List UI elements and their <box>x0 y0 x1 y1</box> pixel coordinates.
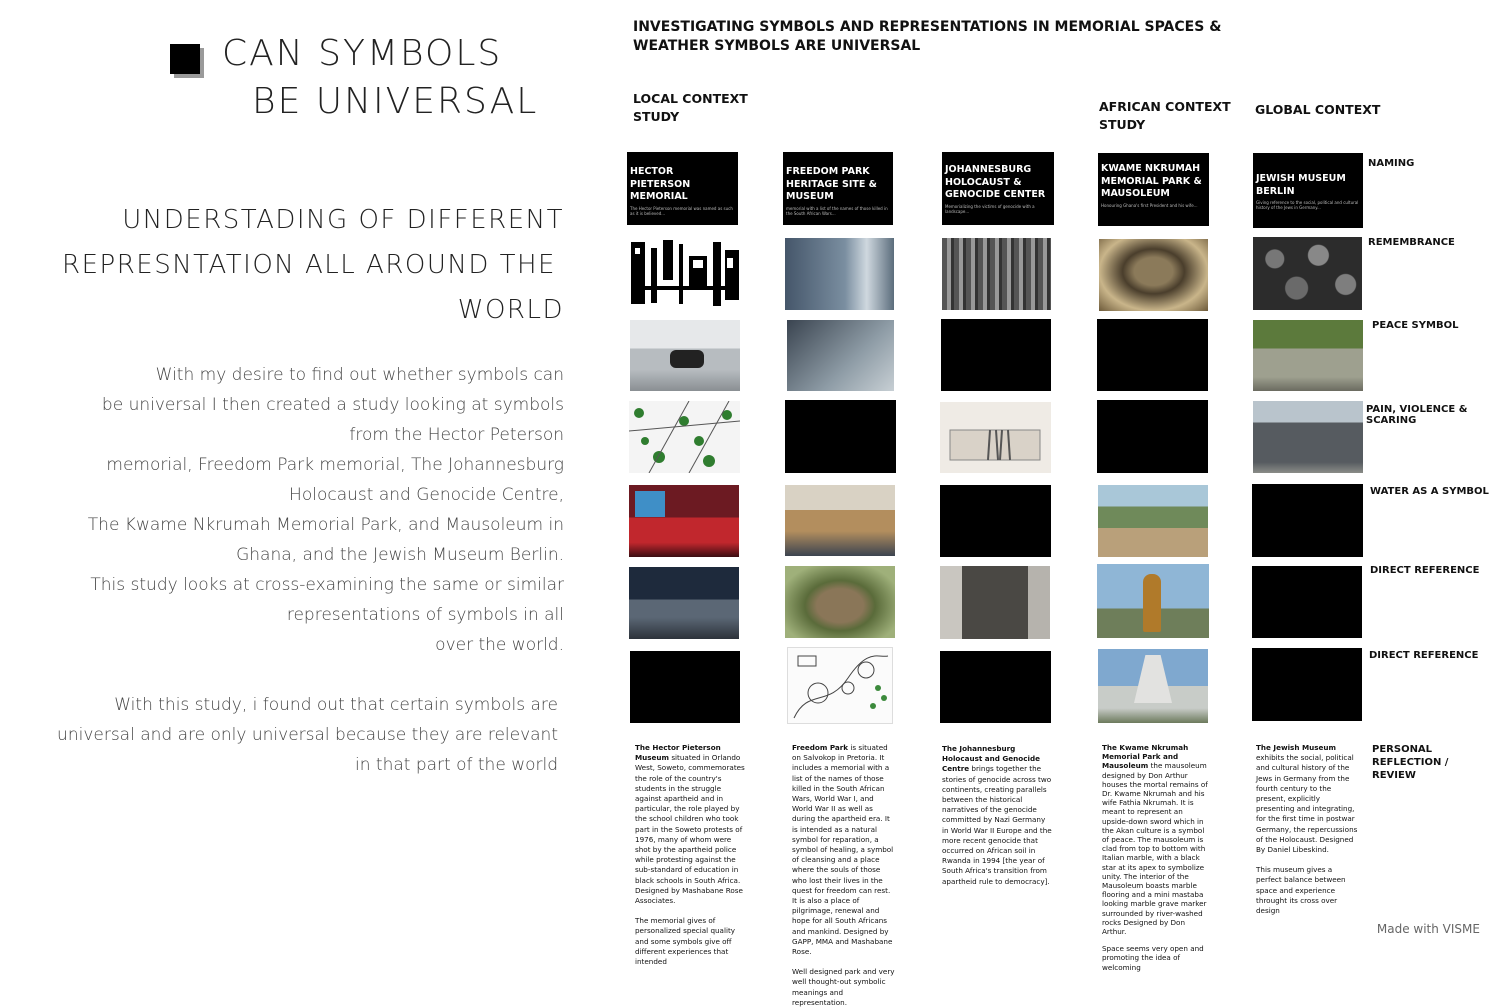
row-label-direct-reference: DIRECT REFERENCE <box>1369 650 1479 661</box>
column-title-text: FREEDOM PARK HERITAGE SITE & MUSEUM <box>786 166 877 202</box>
row-label-naming: NAMING <box>1368 158 1415 169</box>
image-placeholder <box>941 319 1051 391</box>
column-title-hector-pieterson <box>627 152 738 225</box>
paragraph-line: representations of symbols in all <box>286 605 564 625</box>
image-freedom-peace <box>787 320 894 391</box>
image-placeholder <box>1252 648 1362 721</box>
image-hector-water <box>629 485 739 557</box>
paragraph-line: Ghana, and the Jewish Museum Berlin. <box>236 545 564 565</box>
description-title: The Hector Pieterson Museum <box>635 743 721 763</box>
image-placeholder <box>630 651 740 723</box>
row-label-pain-violence: PAIN, VIOLENCE & SCARING <box>1366 404 1468 426</box>
image-hector-peace <box>630 320 740 391</box>
description-text: exhibits the social, political and cultural history of the Jews in Germany from the fourth century to the present, explicitly presenting and integrating, for the first time in postwar Germany, the repercussions of the Holocaust. Designed By Daniel Libeskind. <box>1256 753 1358 855</box>
statue-shape <box>1143 574 1161 632</box>
image-holocaust-pain <box>940 402 1051 473</box>
description-text: situated in Orlando West, Soweto, commemorates the role of the country's students in the struggle against apartheid and in particular, the role played by the school children who took part in the Soweto protests of 1976, many of whom were shot by the apartheid police while protesting against the sub-standard of education in black schools in South Africa. Designed by Mashabane Rose Associates. <box>635 753 745 906</box>
paragraph-line: With my desire to find out whether symbols can <box>155 365 564 385</box>
image-jewish-peace <box>1253 320 1363 391</box>
context-line: LOCAL CONTEXT <box>633 91 748 106</box>
page-title <box>222 30 542 126</box>
description-title: The Kwame Nkrumah Memorial Park and Mausoleum <box>1102 743 1189 771</box>
image-placeholder <box>1097 319 1208 391</box>
image-placeholder <box>1252 484 1363 557</box>
row-label-water: WATER AS A SYMBOL <box>1370 486 1489 497</box>
paragraph-line: from the Hector Peterson <box>349 425 564 445</box>
subtitle-line: REPRESNTATION ALL AROUND THE <box>62 250 556 280</box>
african-context-label <box>1099 98 1231 134</box>
description-text: is situated on Salvokop in Pretoria. It includes a memorial with a list of the names of those killed in the South African Wars, World War I, and World War II as well as during the apartheid era. It is intended as a natural symbol for reparation, a symbol of healing, a symbol of cleansing and a place where the souls of those who lost their lives in the quest for freedom can rest. It is also a place of pilgrimage, renewal and hope for all South Africans and mankind. Designed by GAPP, MMA and Mashabane Rose. <box>792 743 894 957</box>
image-jewish-remembrance <box>1253 237 1362 310</box>
image-placeholder <box>940 651 1051 723</box>
image-holocaust-remembrance <box>942 238 1051 310</box>
description-title: The Johannesburg Holocaust and Genocide Centre <box>942 744 1040 774</box>
column-title-note: The Hector Pieterson memorial was named as such as it is believed... <box>630 205 733 216</box>
column-title-text: HECTOR PIETERSON MEMORIAL <box>630 166 691 202</box>
column-title-note: memorial with a list of the names of those killed in the South African Wars... <box>786 205 888 216</box>
image-jewish-pain <box>1253 401 1363 473</box>
local-context-label <box>633 90 748 126</box>
column-title-johannesburg-holocaust <box>942 152 1054 225</box>
made-with-credit[interactable]: Made with VISME <box>1376 922 1480 936</box>
image-holocaust-direct <box>940 566 1050 639</box>
row-label-remembrance: REMEMBRANCE <box>1368 237 1455 248</box>
image-hector-remembrance <box>629 238 740 311</box>
column-title-text: JOHANNESBURG HOLOCAUST & GENOCIDE CENTER <box>945 164 1046 200</box>
image-placeholder <box>940 485 1051 557</box>
column-title-kwame-nkrumah <box>1098 153 1209 226</box>
site-plan-image <box>629 401 740 473</box>
description-freedom <box>792 743 896 1008</box>
image-kwame-mausoleum <box>1098 649 1208 723</box>
study-heading <box>633 18 1221 56</box>
paragraph-line: The Kwame Nkrumah Memorial Park, and Mausoleum in <box>87 515 564 535</box>
screen-shape <box>635 491 665 517</box>
elevation-drawing <box>940 402 1051 473</box>
global-context-label <box>1255 101 1380 119</box>
image-kwame-water <box>1098 485 1208 557</box>
paragraph-line: With this study, i found out that certain symbols are <box>114 695 558 715</box>
column-title-text: KWAME NKRUMAH MEMORIAL PARK & MAUSOLEUM <box>1101 163 1202 199</box>
image-kwame-remembrance <box>1099 239 1208 311</box>
column-title-note: Honouring Ghana's first President and his wife... <box>1101 202 1198 208</box>
description-jewish <box>1256 743 1360 916</box>
image-freedom-remembrance <box>785 238 894 310</box>
column-title-text: JEWISH MUSEUM BERLIN <box>1256 173 1346 197</box>
image-freedom-water <box>785 485 895 556</box>
description-title: The Jewish Museum <box>1256 743 1336 752</box>
subtitle <box>30 198 564 333</box>
subtitle-line: UNDERSTADING OF DIFFERENT <box>122 205 564 235</box>
column-title-jewish-museum <box>1253 153 1363 228</box>
column-title-note: Giving reference to the social, political and cultural history of the Jews in Germany... <box>1256 200 1359 210</box>
paragraph-line: in that part of the world <box>355 755 558 775</box>
image-placeholder <box>1097 400 1208 473</box>
context-line: GLOBAL CONTEXT <box>1255 102 1381 117</box>
car-shape <box>670 350 704 368</box>
paragraph-line: This study looks at cross-examining the same or similar <box>90 575 564 595</box>
context-line: AFRICAN CONTEXT <box>1099 99 1231 114</box>
description-extra: The memorial gives of personalized special quality and some symbols give off different experiences that intended <box>635 916 736 967</box>
description-holocaust <box>942 744 1052 887</box>
conclusion-paragraph <box>38 690 558 780</box>
column-title-note: Memorializing the victims of genocide with a landscape... <box>945 203 1035 214</box>
heading-line-1: INVESTIGATING SYMBOLS AND REPRESENTATIONS IN MEMORIAL SPACES & <box>633 19 1222 35</box>
paragraph-line: universal and are only universal because they are relevant <box>57 725 558 745</box>
image-kwame-direct <box>1097 564 1209 638</box>
subtitle-line: WORLD <box>457 295 564 325</box>
title-line-2: BE UNIVERSAL <box>252 81 539 122</box>
image-placeholder <box>785 400 896 473</box>
image-freedom-direct <box>785 566 895 638</box>
description-title: Freedom Park <box>792 743 849 752</box>
column-title-freedom-park <box>783 152 893 225</box>
paragraph-line: Holocaust and Genocide Centre, <box>289 485 564 505</box>
row-label-direct-reference: DIRECT REFERENCE <box>1370 565 1480 576</box>
description-hector <box>635 743 747 967</box>
description-text: brings together the stories of genocide across two continents, creating parallels between the historical narratives of the genocide committed by Nazi Germany in World War II Europe and the more recent genocide that occurred on African soil in Rwanda in 1994 [the year of South Africa's transition from apartheid rule to democracy]. <box>942 764 1052 886</box>
image-placeholder <box>1252 566 1362 638</box>
description-kwame <box>1102 743 1208 972</box>
mausoleum-shape <box>1134 655 1172 703</box>
heading-line-2: WEATHER SYMBOLS ARE UNIVERSAL <box>633 38 921 54</box>
image-hector-direct <box>629 567 739 639</box>
row-label-personal-reflection: PERSONAL REFLECTION / REVIEW <box>1372 744 1449 781</box>
image-hector-pain <box>629 401 740 473</box>
description-extra: Well designed park and very well thought-out symbolic meanings and representation. <box>792 967 895 1007</box>
context-line: STUDY <box>1099 117 1146 132</box>
title-line-1: CAN SYMBOLS <box>222 33 503 74</box>
sketch-image <box>629 238 740 311</box>
paragraph-line: memorial, Freedom Park memorial, The Johannesburg <box>106 455 564 475</box>
description-extra: Space seems very open and promoting the idea of welcoming <box>1102 944 1204 972</box>
intro-paragraph <box>44 360 564 660</box>
row-label-peace-symbol: PEACE SYMBOL <box>1372 320 1459 331</box>
title-square-icon <box>170 44 200 74</box>
paragraph-line: over the world. <box>435 635 564 655</box>
image-freedom-plan <box>787 647 893 724</box>
plan-drawing <box>788 648 892 723</box>
paragraph-line: be universal I then created a study looking at symbols <box>101 395 564 415</box>
context-line: STUDY <box>633 109 680 124</box>
description-extra: This museum gives a perfect balance between space and experience throught its cross over design <box>1256 865 1346 916</box>
description-text: the mausoleum designed by Don Arthur houses the mortal remains of Dr. Kwame Nkrumah and his wife Fathia Nkrumah. It is meant to represent an upside-down sword which in the Akan culture is a symbol of peace. The mausoleum is clad from top to bottom with Italian marble, with a black star at its apex to symbolize unity. The interior of the Mausoleum boasts marble flooring and a mini mastaba looking marble grave marker surrounded by river-washed rocks Designed by Don Arthur. <box>1102 761 1208 937</box>
